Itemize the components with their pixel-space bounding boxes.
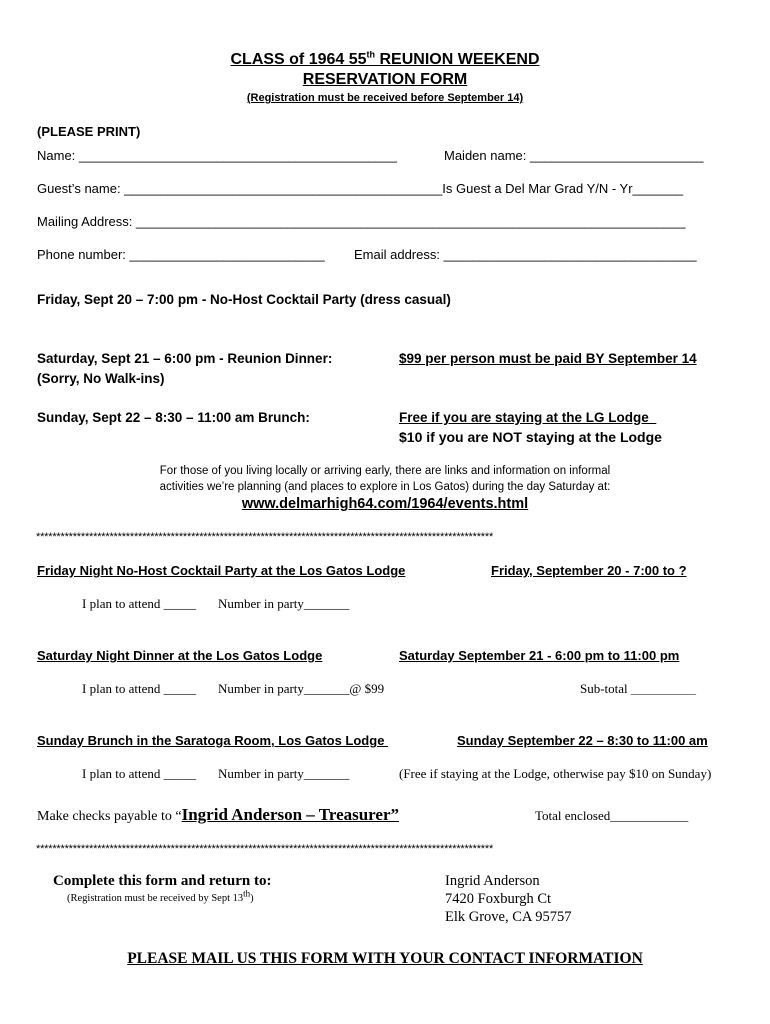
sunday-payment-note: (Free if staying at the Lodge, otherwise pay $10 on Sunday)	[399, 766, 712, 781]
return-address-street: 7420 Foxburgh Ct	[445, 891, 552, 907]
note-pre: (Registration must be received by Sept 13	[67, 893, 244, 904]
info-text-line-2: activities we’re planning (and places to explore in Los Gatos) during the day Saturday at:	[159, 481, 611, 493]
friday-event-summary: Friday, Sept 20 – 7:00 pm - No-Host Cocktail Party (dress casual)	[37, 292, 451, 307]
sunday-price-lodge: Free if you are staying at the LG Lodge	[399, 410, 657, 425]
return-address-city: Elk Grove, CA 95757	[445, 909, 572, 925]
subtotal-line[interactable]: _________	[630, 681, 696, 696]
note-post: )	[250, 893, 254, 904]
separator-top: ****************************************************************************************************************	[36, 531, 494, 543]
payee-name: Ingrid Anderson – Treasurer”	[181, 805, 400, 824]
saturday-section-time: Saturday September 21 - 6:00 pm to 11:00 pm	[399, 648, 680, 663]
return-heading: Complete this form and return to:	[53, 873, 272, 889]
friday-section-time: Friday, September 20 - 7:00 to ?	[491, 563, 687, 578]
email-field[interactable]: Email address: ___________________________________	[354, 247, 697, 262]
form-title	[0, 51, 770, 69]
payment-instructions	[37, 805, 399, 825]
friday-section-title: Friday Night No-Host Cocktail Party at the Los Gatos Lodge	[37, 563, 406, 578]
info-text-line-1: For those of you living locally or arriving early, there are links and information on informal	[159, 465, 611, 477]
note-sup: th	[243, 888, 251, 899]
sunday-event-summary: Sunday, Sept 22 – 8:30 – 11:00 am Brunch:	[37, 410, 310, 425]
sunday-price-nonlodge: $10 if you are NOT staying at the Lodge	[399, 429, 662, 445]
saturday-price: $99 per person must be paid BY September 14	[399, 351, 697, 366]
saturday-subtotal-field[interactable]	[580, 681, 696, 697]
friday-party-count-field[interactable]: Number in party_______	[218, 596, 350, 611]
events-link[interactable]: www.delmarhigh64.com/1964/events.html	[241, 496, 529, 512]
sunday-party-count-field[interactable]: Number in party_______	[218, 766, 350, 781]
guest-name-field[interactable]: Guest’s name: ____________________________________________Is Guest a Del Mar Grad Y/N - Yr_______	[37, 181, 684, 196]
title-post: REUNION WEEKEND	[375, 51, 540, 68]
mail-instruction-footer: PLEASE MAIL US THIS FORM WITH YOUR CONTACT INFORMATION	[127, 950, 643, 967]
sunday-section-title: Sunday Brunch in the Saratoga Room, Los Gatos Lodge	[37, 733, 389, 748]
registration-deadline: (Registration must be received before September 14)	[246, 92, 524, 104]
payment-label: Make checks payable to “	[37, 809, 182, 824]
total-enclosed-field[interactable]: Total enclosed____________	[535, 808, 689, 823]
friday-attend-field[interactable]: I plan to attend _____	[82, 596, 197, 611]
phone-field[interactable]: Phone number: ___________________________	[37, 247, 325, 262]
name-field[interactable]: Name: ____________________________________________	[37, 148, 398, 163]
return-address-name: Ingrid Anderson	[445, 873, 540, 889]
mailing-address-field[interactable]: Mailing Address: ____________________________________________________________________________	[37, 214, 686, 229]
separator-bottom: ****************************************************************************************************************	[36, 843, 494, 855]
maiden-name-field[interactable]: Maiden name: ________________________	[444, 148, 704, 163]
please-print-label: (PLEASE PRINT)	[37, 124, 141, 139]
title-sup: th	[366, 49, 376, 60]
sunday-section-time: Sunday September 22 – 8:30 to 11:00 am	[457, 733, 708, 748]
saturday-no-walkins: (Sorry, No Walk-ins)	[37, 371, 165, 386]
sunday-attend-field[interactable]: I plan to attend _____	[82, 766, 197, 781]
saturday-party-count-field[interactable]: Number in party_______@ $99	[218, 681, 385, 696]
saturday-section-title: Saturday Night Dinner at the Los Gatos Lodge	[37, 648, 323, 663]
saturday-attend-field[interactable]: I plan to attend _____	[82, 681, 197, 696]
return-deadline-note	[67, 888, 254, 904]
title-pre: CLASS of 1964 55	[230, 51, 367, 68]
subtotal-label: Sub-total	[580, 681, 631, 696]
form-subtitle: RESERVATION FORM	[302, 71, 468, 88]
saturday-event-summary: Saturday, Sept 21 – 6:00 pm - Reunion Dinner:	[37, 351, 333, 366]
